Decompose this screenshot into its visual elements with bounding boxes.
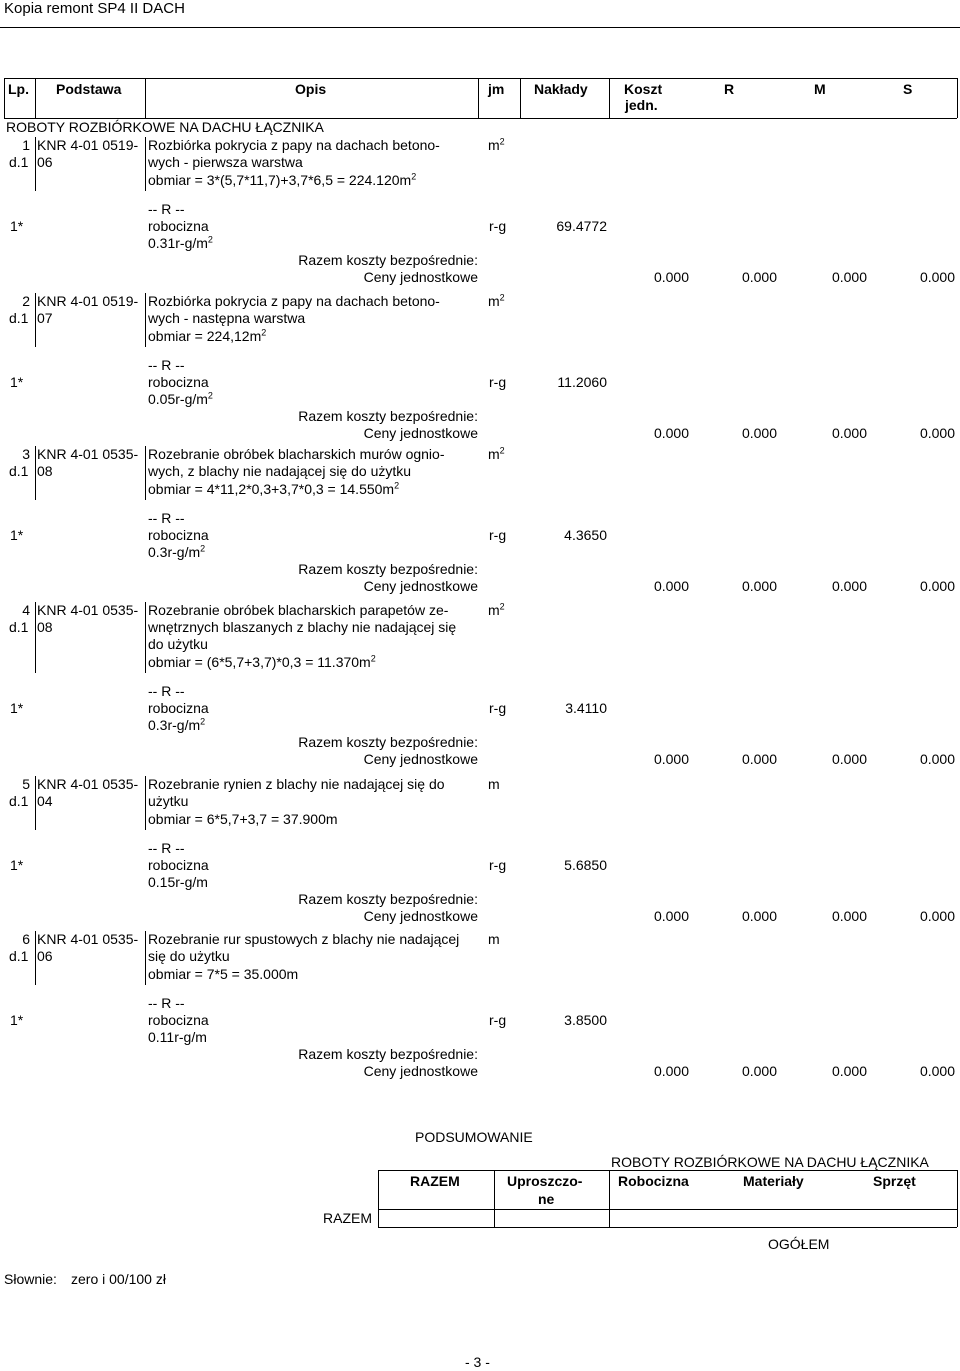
price-r: 0.000 [653,1063,689,1079]
razem-label: Razem koszty bezpośrednie: [298,408,478,424]
price-s: 0.000 [831,269,867,285]
superscript: 2 [200,543,206,554]
header-m: M [814,81,826,97]
jm-text: m [488,293,500,309]
item-podstawa: KNR 4-01 0519- [37,293,139,309]
superscript: 2 [394,480,400,491]
header-border [145,78,146,118]
item-lp: 4 [22,602,30,618]
labor-unit: r-g [489,218,507,234]
header-lp: Lp. [8,81,29,97]
price-m: 0.000 [741,269,777,285]
labor-label: robocizna [148,1012,209,1028]
obmiar-text: obmiar = (6*5,7+3,7)*0,3 = 11.370m [148,654,371,670]
item-lp: 6 [22,931,30,947]
item-obmiar [148,811,338,828]
item-star: 1* [10,527,24,543]
summary-border [494,1170,495,1227]
item-jm [488,931,500,948]
item-obmiar [148,481,399,498]
price-s: 0.000 [831,1063,867,1079]
summary-uproszczone: Uproszczo- [507,1173,583,1189]
item-lp-d: d.1 [9,463,29,479]
item-lp-d: d.1 [9,619,29,635]
header-jm: jm [488,81,505,97]
item-lp: 3 [22,446,30,462]
summary-sprzet: Sprzęt [873,1173,916,1189]
item-description-line: Rozebranie rur spustowych z blachy nie nadającej [148,931,460,947]
header-opis: Opis [295,81,327,97]
norm-text: 0.11r-g/m [148,1029,207,1045]
item-podstawa-2: 06 [37,948,53,964]
header-s: S [903,81,913,97]
labor-label: robocizna [148,374,209,390]
item-lp: 2 [22,293,30,309]
item-lp: 1 [22,137,30,153]
ceny-label: Ceny jednostkowe [363,751,478,767]
item-description-line: Rozbiórka pokrycia z papy na dachach betono- [148,137,440,153]
labor-amount: 3.4110 [565,700,607,716]
price-s: 0.000 [831,425,867,441]
price-m: 0.000 [741,751,777,767]
summary-section-name: ROBOTY ROZBIÓRKOWE NA DACHU ŁĄCZNIKA [611,1154,929,1170]
norm-text: 0.05r-g/m [148,391,208,407]
jm-text: m [488,446,500,462]
labor-unit: r-g [489,527,507,543]
superscript: 2 [261,327,267,338]
item-jm [488,776,500,793]
slownie-label: Słownie: [4,1271,57,1287]
labor-label: robocizna [148,218,209,234]
item-star: 1* [10,374,24,390]
item-description-line: Rozbiórka pokrycia z papy na dachach betono- [148,293,440,309]
labor-norm [148,544,205,561]
superscript: 2 [207,234,213,245]
item-description-line: wnętrznych blaszanych z blachy nie nadającej się [148,619,457,635]
obmiar-text: obmiar = 4*11,2*0,3+3,7*0,3 = 14.550m [148,481,395,497]
ceny-label: Ceny jednostkowe [363,269,478,285]
labor-label: robocizna [148,527,209,543]
labor-amount: 3.8500 [564,1012,607,1028]
summary-materialy: Materiały [743,1173,804,1189]
item-podstawa-2: 04 [37,793,53,809]
section-title: ROBOTY ROZBIÓRKOWE NA DACHU ŁĄCZNIKA [6,119,324,135]
item-jm [488,293,505,310]
labor-norm [148,874,208,891]
norm-text: 0.3r-g/m [148,717,201,733]
item-border [145,293,146,347]
item-border [35,931,36,985]
labor-label: robocizna [148,700,209,716]
norm-text: 0.15r-g/m [148,874,208,890]
labor-norm [148,235,213,252]
labor-label: robocizna [148,857,209,873]
header-border [478,78,479,118]
item-obmiar [148,966,298,983]
price-total: 0.000 [919,1063,955,1079]
item-border [145,776,146,830]
razem-label: Razem koszty bezpośrednie: [298,734,478,750]
labor-amount: 5.6850 [564,857,607,873]
summary-border [378,1227,957,1228]
item-description-line: wych, z blachy nie nadającej się do użytku [148,463,412,479]
header-top-border [4,78,957,79]
labor-unit: r-g [489,1012,507,1028]
price-total: 0.000 [919,269,955,285]
labor-norm [148,717,205,734]
item-description-line: wych - pierwsza warstwa [148,154,303,170]
price-s: 0.000 [831,751,867,767]
labor-norm [148,1029,207,1046]
item-border [35,776,36,830]
item-description-line: użytku [148,793,189,809]
price-m: 0.000 [741,578,777,594]
summary-border [378,1209,957,1210]
item-star: 1* [10,1012,24,1028]
item-jm [488,137,505,154]
labor-header: -- R -- [148,995,185,1011]
price-m: 0.000 [741,1063,777,1079]
price-total: 0.000 [919,578,955,594]
labor-unit: r-g [489,857,507,873]
item-podstawa-2: 06 [37,154,53,170]
item-podstawa: KNR 4-01 0535- [37,602,139,618]
header-r: R [724,81,735,97]
superscript: 2 [499,445,505,456]
price-r: 0.000 [653,578,689,594]
labor-header: -- R -- [148,510,185,526]
item-border [145,137,146,191]
item-lp-d: d.1 [9,793,29,809]
item-description-line: wych - następna warstwa [148,310,306,326]
item-description-line: Rozebranie rynien z blachy nie nadającej się do [148,776,445,792]
item-podstawa: KNR 4-01 0519- [37,137,139,153]
price-m: 0.000 [741,425,777,441]
jm-text: m [488,602,500,618]
item-podstawa-2: 07 [37,310,53,326]
labor-header: -- R -- [148,683,185,699]
item-lp-d: d.1 [9,310,29,326]
item-border [145,602,146,673]
superscript: 2 [499,292,505,303]
price-s: 0.000 [831,908,867,924]
item-obmiar [148,654,376,671]
labor-unit: r-g [489,374,507,390]
item-border [35,446,36,500]
obmiar-text: obmiar = 224,12m [148,328,262,344]
document-title: Kopia remont SP4 II DACH [4,0,185,17]
item-lp-d: d.1 [9,154,29,170]
page-number: - 3 - [465,1354,490,1370]
obmiar-text: obmiar = 6*5,7+3,7 = 37.900m [148,811,338,827]
labor-amount: 11.2060 [557,374,607,390]
razem-label: Razem koszty bezpośrednie: [298,1046,478,1062]
summary-border [957,1170,958,1227]
item-description-line: Rozebranie obróbek blacharskich murów ognio- [148,446,445,462]
price-s: 0.000 [831,578,867,594]
superscript: 2 [499,136,505,147]
labor-unit: r-g [489,700,507,716]
summary-border [609,1170,610,1227]
superscript: 2 [200,716,206,727]
header-koszt-jedn: jedn. [625,97,658,113]
price-total: 0.000 [919,908,955,924]
item-border [35,293,36,347]
jm-text: m [488,137,500,153]
item-star: 1* [10,700,24,716]
item-podstawa: KNR 4-01 0535- [37,776,139,792]
superscript: 2 [207,390,213,401]
superscript: 2 [499,601,505,612]
superscript: 2 [370,653,376,664]
item-star: 1* [10,218,24,234]
labor-norm [148,391,213,408]
obmiar-text: obmiar = 3*(5,7*11,7)+3,7*6,5 = 224.120m [148,172,412,188]
superscript: 2 [411,171,417,182]
ceny-label: Ceny jednostkowe [363,1063,478,1079]
summary-border [378,1170,957,1171]
item-border [35,137,36,191]
ceny-label: Ceny jednostkowe [363,908,478,924]
header-podstawa: Podstawa [56,81,122,97]
summary-uproszczone-l2: ne [538,1191,555,1207]
price-r: 0.000 [653,908,689,924]
item-obmiar [148,328,266,345]
item-podstawa-2: 08 [37,463,53,479]
summary-robocizna: Robocizna [618,1173,689,1189]
item-podstawa: KNR 4-01 0535- [37,446,139,462]
summary-razem-row: RAZEM [323,1210,372,1226]
summary-ogolem: OGÓŁEM [768,1236,830,1252]
price-r: 0.000 [653,425,689,441]
razem-label: Razem koszty bezpośrednie: [298,561,478,577]
header-border [4,78,5,118]
title-divider [0,27,960,28]
header-border [520,78,521,118]
item-jm [488,446,505,463]
item-obmiar [148,172,416,189]
item-description-line: do użytku [148,636,208,652]
item-podstawa: KNR 4-01 0535- [37,931,139,947]
item-podstawa-2: 08 [37,619,53,635]
norm-text: 0.3r-g/m [148,544,201,560]
header-naklady: Nakłady [534,81,588,97]
norm-text: 0.31r-g/m [148,235,208,251]
price-r: 0.000 [653,269,689,285]
summary-title: PODSUMOWANIE [415,1129,533,1145]
labor-header: -- R -- [148,201,185,217]
labor-header: -- R -- [148,840,185,856]
item-lp-d: d.1 [9,948,29,964]
item-lp: 5 [22,776,30,792]
labor-header: -- R -- [148,357,185,373]
labor-amount: 4.3650 [564,527,607,543]
jm-text: m [488,776,500,792]
ceny-label: Ceny jednostkowe [363,425,478,441]
price-total: 0.000 [919,751,955,767]
summary-border [378,1170,379,1227]
item-border [145,931,146,985]
slownie-value: zero i 00/100 zł [71,1271,166,1287]
header-border [35,78,36,118]
item-description-line: się do użytku [148,948,230,964]
obmiar-text: obmiar = 7*5 = 35.000m [148,966,299,982]
header-border [957,78,958,118]
price-r: 0.000 [653,751,689,767]
price-m: 0.000 [741,908,777,924]
razem-label: Razem koszty bezpośrednie: [298,891,478,907]
price-total: 0.000 [919,425,955,441]
item-star: 1* [10,857,24,873]
jm-text: m [488,931,500,947]
header-koszt: Koszt [624,81,663,97]
item-border [145,446,146,500]
header-border [609,78,610,118]
summary-razem-col: RAZEM [410,1173,460,1189]
razem-label: Razem koszty bezpośrednie: [298,252,478,268]
item-jm [488,602,505,619]
item-border [35,602,36,673]
ceny-label: Ceny jednostkowe [363,578,478,594]
labor-amount: 69.4772 [556,218,607,234]
item-description-line: Rozebranie obróbek blacharskich parapetów ze- [148,602,449,618]
